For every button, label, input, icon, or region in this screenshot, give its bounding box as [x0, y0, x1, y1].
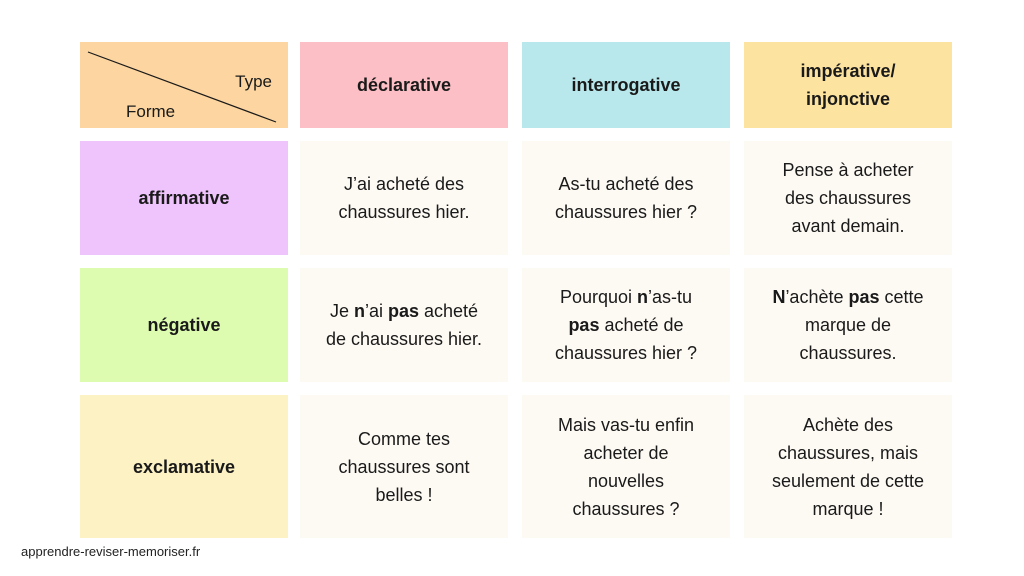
cell-line — [326, 297, 482, 325]
corner-type-label: Type — [235, 72, 272, 91]
text: ’achète — [785, 287, 849, 307]
text: acheté — [419, 301, 479, 321]
footer-url: apprendre-reviser-memoriser.fr — [21, 544, 201, 559]
negation-word: pas — [848, 287, 880, 307]
column-header-label: interrogative — [571, 75, 681, 95]
cell-line: Pense à acheter — [782, 160, 914, 180]
cell-line: chaussures hier. — [338, 202, 470, 222]
cell-line: seulement de cette — [771, 470, 925, 491]
text: Je — [329, 301, 354, 321]
negation-word: pas — [387, 301, 419, 321]
negation-word: pas — [568, 315, 600, 335]
cell-line: As-tu acheté des — [558, 174, 694, 194]
cell-line: belles ! — [375, 484, 433, 505]
cell-line: marque de — [804, 315, 892, 335]
column-header-label-line2: injonctive — [805, 89, 890, 109]
row-header-label: affirmative — [138, 188, 230, 208]
row-header-affirmative — [80, 141, 288, 255]
cell-negative-imperative — [744, 268, 952, 382]
text: ’ai — [364, 301, 388, 321]
cell-line: chaussures hier ? — [554, 202, 698, 222]
text: cette — [879, 287, 924, 307]
cell-line: Comme tes — [357, 428, 450, 449]
column-header-label-line1: impérative/ — [800, 61, 896, 81]
text: ’as-tu — [648, 287, 693, 307]
cell-line: avant demain. — [791, 216, 905, 236]
cell-line: acheter de — [583, 442, 669, 463]
cell-line: Mais vas-tu enfin — [557, 414, 695, 435]
cell-negative-declarative — [300, 268, 508, 382]
negation-word: n — [353, 301, 365, 321]
cell-negative-interrogative — [522, 268, 730, 382]
column-header-imperative — [744, 42, 952, 128]
cell-line: chaussures sont — [338, 456, 470, 477]
row-header-label: exclamative — [132, 456, 236, 477]
cell-line: J’ai acheté des — [343, 174, 465, 194]
cell-line: chaussures ? — [572, 498, 680, 519]
column-header-declarative — [300, 42, 508, 128]
row-header-label: négative — [147, 315, 221, 335]
text: Pourquoi — [559, 287, 638, 307]
cell-affirmative-imperative — [744, 141, 952, 255]
cell-affirmative-interrogative — [522, 141, 730, 255]
cell-line: chaussures hier ? — [554, 343, 698, 363]
negation-word: n — [637, 287, 649, 307]
row-header-exclamative — [80, 395, 288, 538]
cell-line — [772, 283, 923, 311]
cell-line: nouvelles — [587, 470, 665, 491]
cell-exclamative-imperative — [744, 395, 952, 538]
corner-header — [80, 42, 288, 128]
cell-line: chaussures, mais — [777, 442, 919, 463]
cell-affirmative-declarative — [300, 141, 508, 255]
cell-line: marque ! — [812, 498, 884, 519]
cell-line — [555, 311, 697, 339]
cell-line: chaussures. — [799, 343, 897, 363]
text: acheté de — [599, 315, 684, 335]
cell-line: de chaussures hier. — [325, 329, 483, 349]
row-header-negative — [80, 268, 288, 382]
cell-exclamative-interrogative — [522, 395, 730, 538]
cell-line — [555, 283, 697, 311]
cell-line: Achète des — [802, 414, 894, 435]
column-header-label: déclarative — [356, 75, 452, 95]
cell-exclamative-declarative — [300, 395, 508, 538]
column-header-interrogative — [522, 42, 730, 128]
cell-line: des chaussures — [784, 188, 912, 208]
negation-word: N — [772, 287, 786, 307]
corner-forme-label: Forme — [126, 102, 176, 121]
